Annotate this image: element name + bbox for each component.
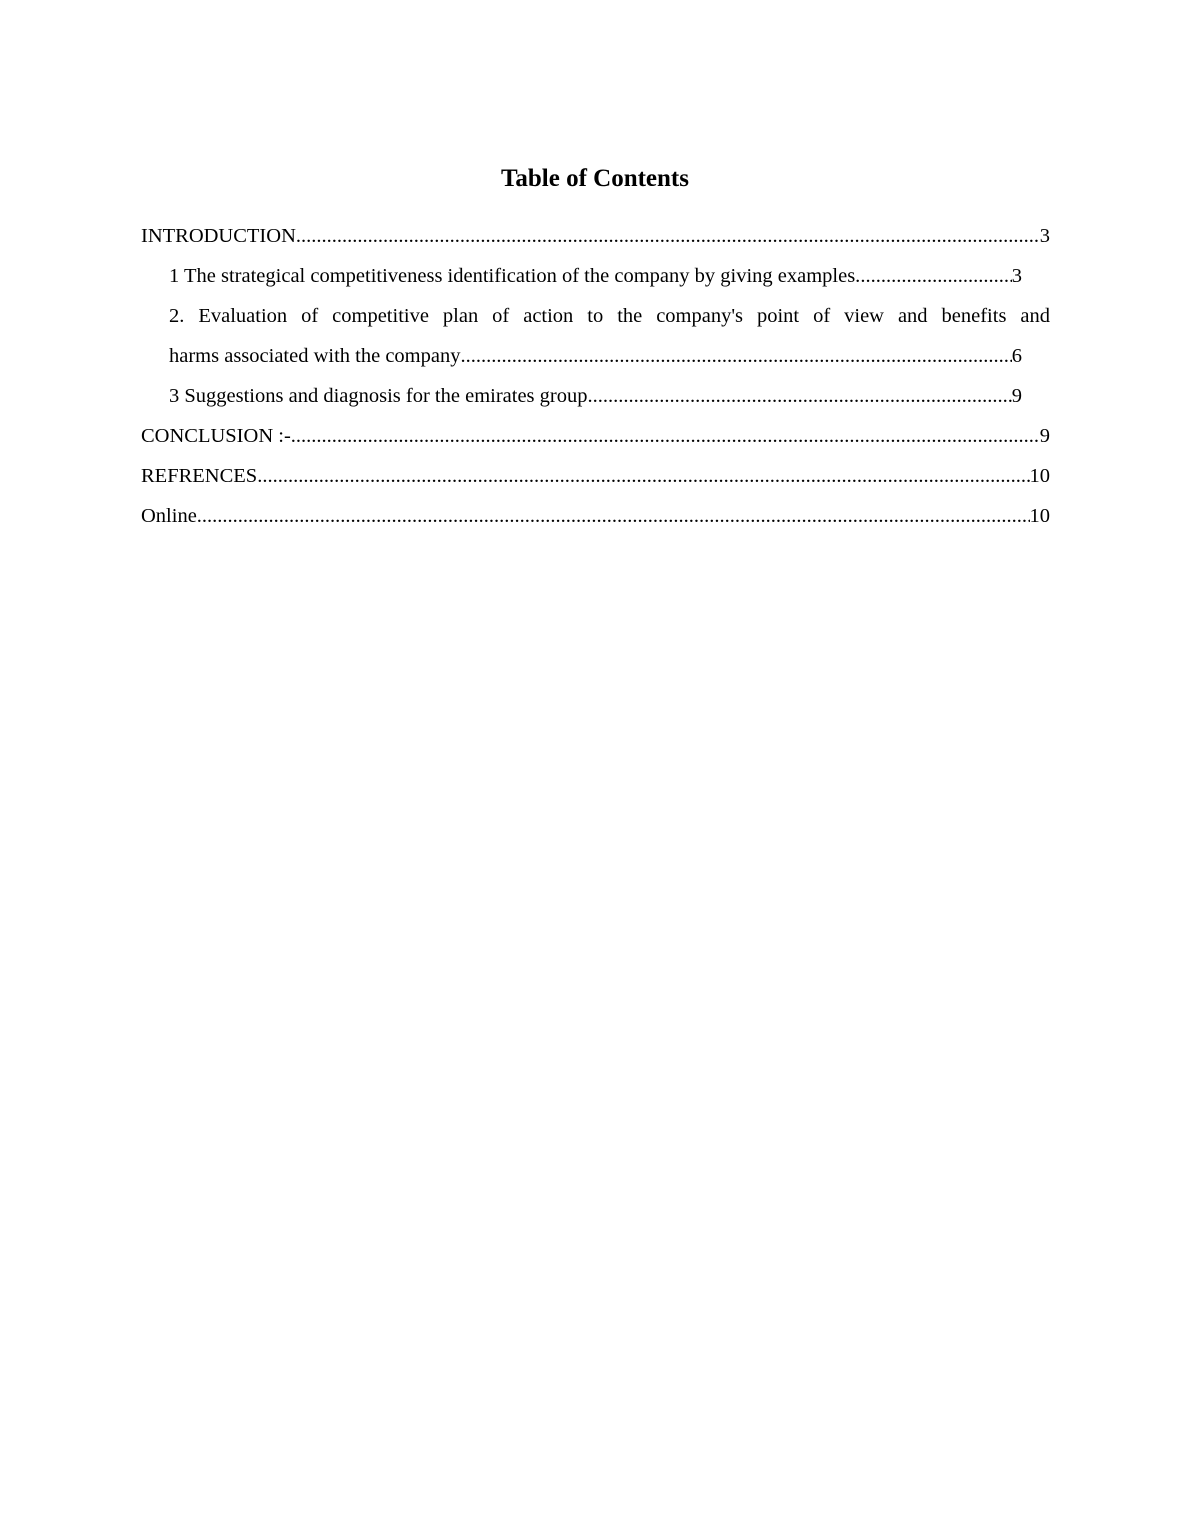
toc-entry-label: harms associated with the company <box>169 336 460 376</box>
toc-entry-section-1[interactable] <box>169 256 1022 296</box>
toc-entry-page: 10 <box>1029 465 1050 487</box>
toc-entry-label: CONCLUSION :- <box>141 416 291 456</box>
toc-entry-section-2-line2[interactable] <box>169 336 1022 376</box>
toc-entry-introduction[interactable] <box>141 216 1050 256</box>
toc-leader-dots <box>291 416 1040 456</box>
toc-entry-page: 9 <box>1011 385 1022 407</box>
toc-leader-dots <box>296 216 1040 256</box>
toc-entry-label: Online <box>141 496 197 536</box>
toc-entry-conclusion[interactable] <box>141 416 1050 456</box>
toc-entry-page: 3 <box>1039 225 1050 247</box>
toc-entry-page: 9 <box>1039 425 1050 447</box>
toc-leader-dots <box>197 496 1030 536</box>
toc-entry-label: 3 Suggestions and diagnosis for the emirates group <box>169 376 587 416</box>
toc-entry-page: 10 <box>1029 505 1050 527</box>
toc-entry-label: REFRENCES <box>141 456 257 496</box>
toc-entry-label: 1 The strategical competitiveness identification of the company by giving examples. <box>169 256 860 296</box>
toc-leader-dots <box>587 376 1011 416</box>
toc-leader-dots <box>460 336 1011 376</box>
toc-entry-section-3[interactable] <box>169 376 1022 416</box>
toc-title: Table of Contents <box>501 165 689 192</box>
toc-leader-dots <box>860 256 1011 296</box>
toc-entry-section-2-line1[interactable]: 2. Evaluation of competitive plan of action to the company's point of view and benefits and <box>169 305 1050 327</box>
toc-entry-page: 6 <box>1011 345 1022 367</box>
toc-entry-references[interactable] <box>141 456 1050 496</box>
toc-leader-dots <box>257 456 1029 496</box>
toc-entry-label: INTRODUCTION <box>141 216 296 256</box>
toc-entry-online[interactable] <box>141 496 1050 536</box>
toc-entry-page: 3 <box>1011 265 1022 287</box>
